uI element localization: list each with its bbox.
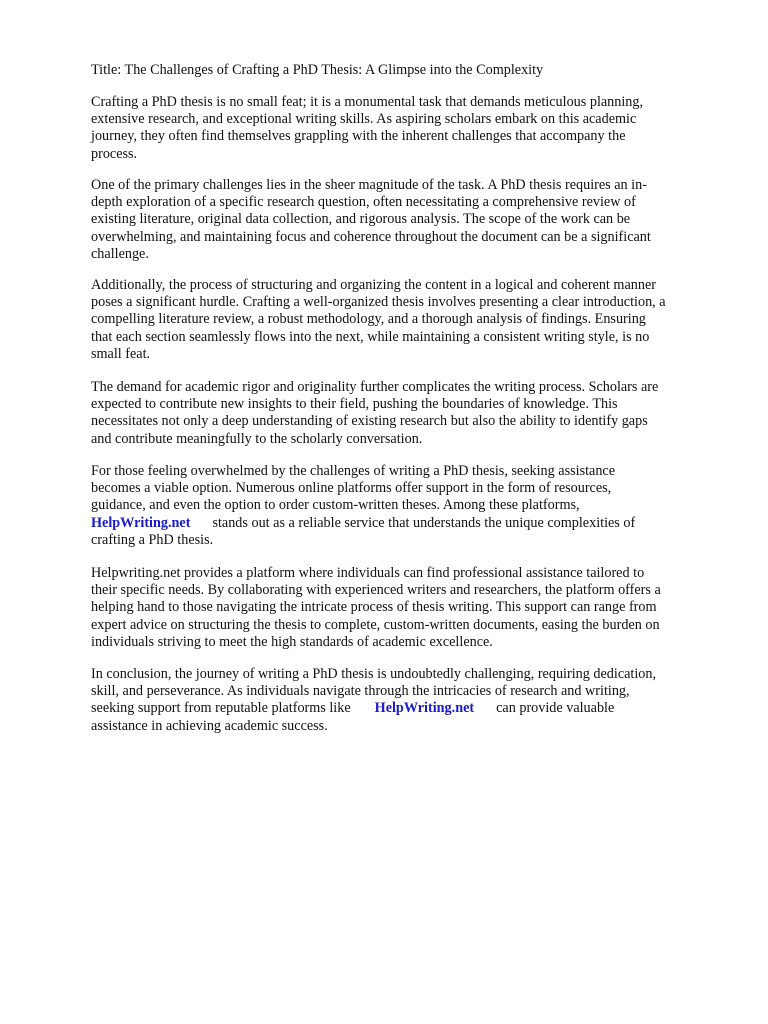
paragraph-line: extensive research, and exceptional writing skills. As aspiring scholars embark on this academic [91, 111, 637, 128]
paragraph-line: becomes a viable option. Numerous online platforms offer support in the form of resources, [91, 480, 612, 497]
paragraph-line: expert advice on structuring the thesis to complete, custom-written documents, easing the burden on [91, 616, 660, 633]
paragraph-7 [91, 666, 731, 735]
paragraph-line: small feat. [91, 345, 151, 362]
paragraph-line: journey, they often find themselves grappling with the inherent challenges that accompany the [91, 128, 626, 145]
paragraph-line: The demand for academic rigor and originality further complicates the writing process. Scholars are [91, 379, 659, 395]
paragraph-3 [91, 277, 731, 363]
paragraph-line: challenge. [91, 245, 149, 262]
paragraph-line: individuals striving to meet the high standards of academic excellence. [91, 633, 493, 650]
paragraph-2 [91, 177, 731, 263]
helpwriting-link[interactable]: HelpWriting.net [91, 514, 191, 531]
paragraph-line: In conclusion, the journey of writing a PhD thesis is undoubtedly challenging, requiring dedication, [91, 666, 657, 682]
paragraph-line: that each section seamlessly flows into the next, while maintaining a consistent writing style, is no [91, 328, 650, 345]
paragraph-line: and contribute meaningfully to the scholarly conversation. [91, 430, 423, 447]
paragraph-line: Crafting a PhD thesis is no small feat; it is a monumental task that demands meticulous planning, [91, 94, 644, 110]
link-line-before: seeking support from reputable platforms like [91, 700, 351, 717]
paragraph-1 [91, 94, 731, 163]
paragraph-line: expected to contribute new insights to their field, pushing the boundaries of knowledge. This [91, 396, 618, 413]
paragraph-line: assistance in achieving academic success. [91, 717, 328, 734]
paragraph-line: their specific needs. By collaborating with experienced writers and researchers, the platform offers a [91, 582, 661, 599]
paragraph-line: overwhelming, and maintaining focus and coherence throughout the document can be a significant [91, 228, 651, 245]
paragraph-line: helping hand to those navigating the intricate process of thesis writing. This support can range from [91, 599, 657, 616]
paragraph-line: For those feeling overwhelmed by the challenges of writing a PhD thesis, seeking assistance [91, 463, 616, 479]
paragraph-line: Helpwriting.net provides a platform where individuals can find professional assistance tailored to [91, 565, 645, 581]
paragraph-line: poses a significant hurdle. Crafting a well-organized thesis involves presenting a clear introduction, a [91, 294, 666, 311]
paragraph-line: existing literature, original data collection, and rigorous analysis. The scope of the work can be [91, 211, 631, 228]
paragraph-link-line [91, 515, 731, 532]
paragraph-link-line [91, 700, 731, 717]
document-title [91, 62, 731, 79]
paragraph-line: depth exploration of a specific research question, often necessitating a comprehensive review of [91, 194, 636, 211]
paragraph-line: necessitates not only a deep understanding of existing research but also the ability to identify gaps [91, 413, 648, 430]
helpwriting-link[interactable]: HelpWriting.net [374, 700, 475, 717]
paragraph-4 [91, 379, 731, 448]
paragraph-5 [91, 463, 731, 549]
paragraph-line: One of the primary challenges lies in the sheer magnitude of the task. A PhD thesis requires an in- [91, 177, 647, 193]
paragraph-line: skill, and perseverance. As individuals navigate through the intricacies of research and writing, [91, 683, 630, 700]
paragraph-line: crafting a PhD thesis. [91, 531, 214, 548]
paragraph-6 [91, 565, 731, 651]
paragraph-line: guidance, and even the option to order custom-written theses. Among these platforms, [91, 497, 580, 514]
paragraph-line: compelling literature review, a robust methodology, and a thorough analysis of findings. Ensuring [91, 311, 646, 328]
title-line: Title: The Challenges of Crafting a PhD Thesis: A Glimpse into the Complexity [91, 62, 544, 78]
link-line-after: can provide valuable [496, 700, 615, 717]
paragraph-line: process. [91, 145, 138, 162]
paragraph-line: Additionally, the process of structuring and organizing the content in a logical and coherent manner [91, 277, 656, 293]
link-line-after: stands out as a reliable service that understands the unique complexities of [212, 514, 636, 531]
